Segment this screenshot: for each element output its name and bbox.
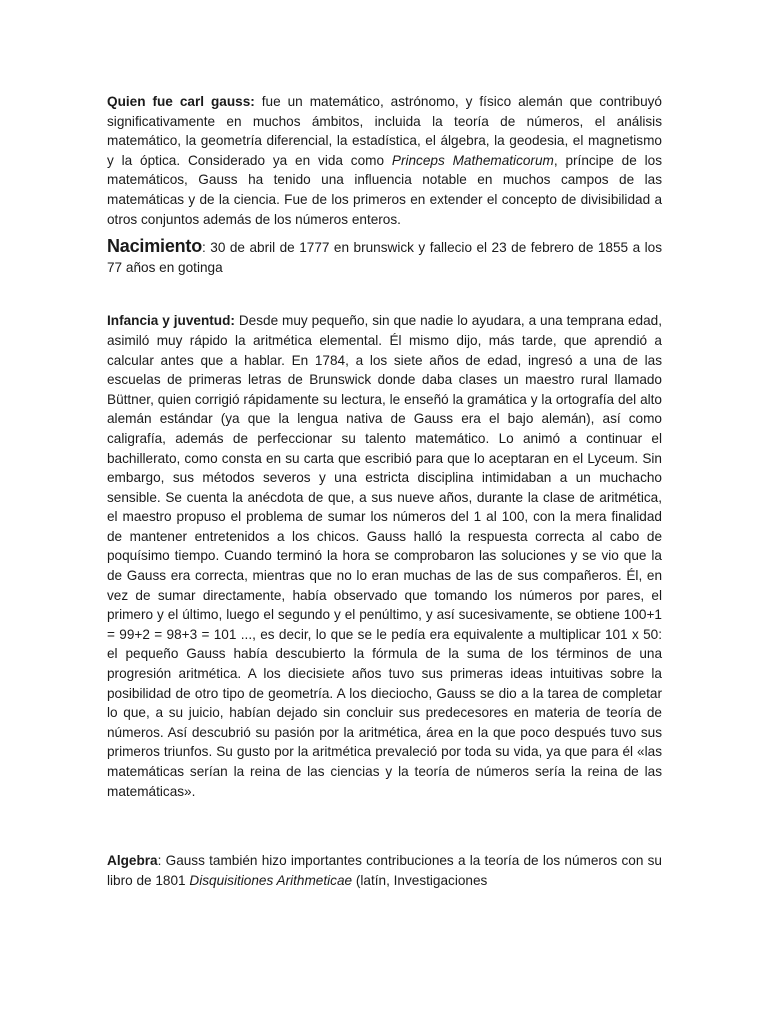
algebra-italic-disquisitiones: Disquisitiones Arithmeticae — [189, 872, 353, 888]
algebra-text-1: : Gauss también hizo importantes contribuciones a la teoría de los números con su libro de 1801 — [107, 853, 662, 888]
document-page — [107, 92, 662, 890]
heading-nacimiento: Nacimiento — [107, 236, 203, 257]
paragraph-infancia — [107, 311, 662, 801]
heading-gauss: Quien fue carl gauss: — [107, 94, 255, 109]
gauss-italic-princeps: Princeps Mathematicorum — [391, 152, 554, 168]
nacimiento-text: : 30 de abril de 1777 en brunswick y fallecio el 23 de febrero de 1855 a los 77 años en gotinga — [107, 240, 662, 275]
paragraph-gauss — [107, 92, 662, 229]
algebra-text-2: (latín, Investigaciones — [352, 872, 488, 888]
heading-infancia: Infancia y juventud: — [107, 313, 235, 329]
infancia-text: Desde muy pequeño, sin que nadie lo ayudara, a una temprana edad, asimiló muy rápido la aritmética elemental. Él mismo dijo, más tarde, que aprendió a calcular antes que a hablar. En 1784, a los siete años de edad, ingresó a una de las escuelas de primeras letras de Brunswick donde daba clases un maestro rural llamado Büttner, quien corrigió rápidamente su lectura, le enseñó la gramática y la ortografía del alto alemán estándar (ya que la lengua nativa de Gauss era el bajo alemán), así como caligrafía, además de perfeccionar su talento matemático. Lo animó a continuar el bachillerato, como consta en su carta que escribió para que lo aceptaran en el Lyceum. Sin embargo, sus métodos severos y una estricta disciplina intimidaban a un muchacho sensible. Se cuenta la anécdota de que, a sus nueve años, durante la clase de aritmética, el maestro propuso el problema de sumar los números del 1 al 100, con la mera finalidad de mantener entretenidos a los chicos. Gauss halló la respuesta correcta al cabo de poquísimo tiempo. Cuando terminó la hora se comprobaron las soluciones y se vio que la de Gauss era correcta, mientras que no lo eran muchas de las de sus compañeros. Él, en vez de sumar directamente, había observado que tomando los números por pares, el primero y el último, luego el segundo y el penúltimo, y así sucesivamente, se obtiene 100+1 = 99+2 = 98+3 = 101 ..., es decir, lo que se le pedía era equivalente a multiplicar 101 x 50: el pequeño Gauss había descubierto la fórmula de la suma de los términos de una progresión aritmética. A los diecisiete años tuvo sus primeras ideas intuitivas sobre la posibilidad de otro tipo de geometría. A los dieciocho, Gauss se dio a la tarea de completar lo que, a su juicio, habían dejado sin concluir sus predecesores en materia de teoría de números. Así descubrió su pasión por la aritmética, área en la que poco después tuvo sus primeros triunfos. Su gusto por la aritmética prevaleció por toda su vida, ya que para él «las matemáticas serían la reina de las ciencias y la teoría de números sería la reina de las matemáticas». — [107, 313, 662, 799]
gauss-text-1: fue un matemático, astrónomo, y físico alemán que contribuyó significativamente en muchos ámbitos, incluida la teoría de números, el análisis matemático, la geometría diferencial, la estadística, el álgebra, la geodesia, el magnetismo y la óptica. Considerado ya en vida como — [107, 94, 662, 168]
heading-algebra: Algebra — [107, 853, 158, 869]
paragraph-nacimiento — [107, 237, 662, 277]
gauss-text-2: , príncipe de los matemáticos, Gauss ha tenido una influencia notable en muchos campos de las matemáticas y de la ciencia. Fue de los primeros en extender el concepto de divisibilidad a otros conjuntos además de los números enteros. — [107, 152, 662, 227]
paragraph-algebra — [107, 851, 662, 890]
